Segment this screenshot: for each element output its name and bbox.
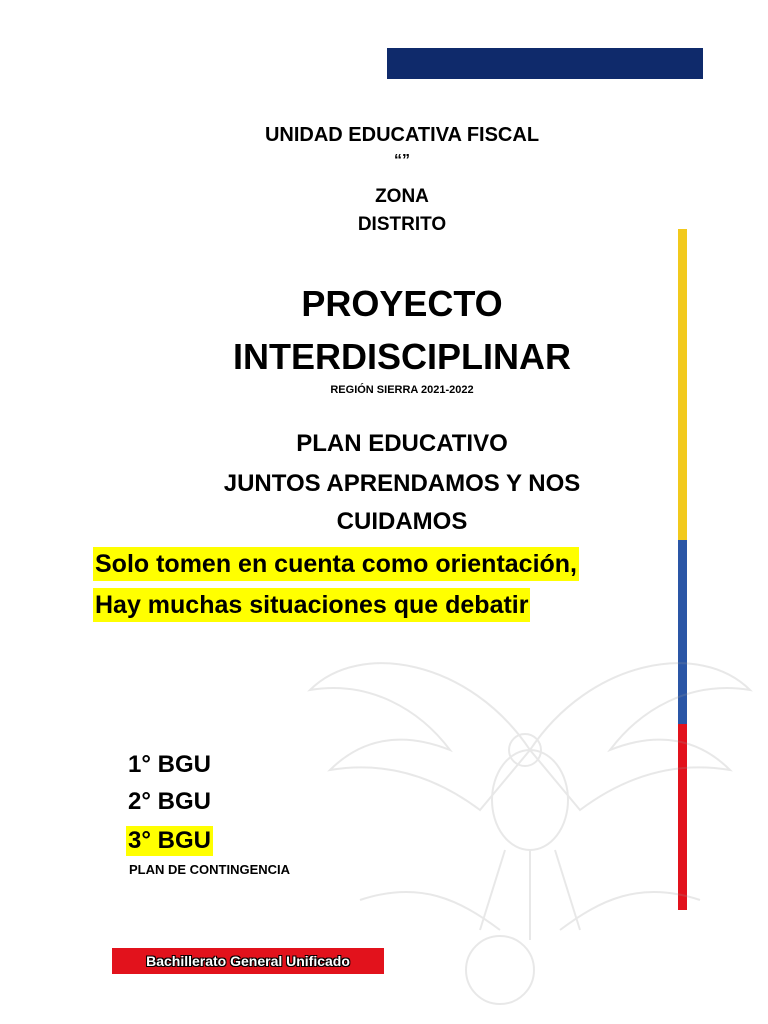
top-accent-bar: [387, 48, 703, 79]
highlight-note-line1: Solo tomen en cuenta como orientación,: [93, 547, 579, 581]
plan-line1: PLAN EDUCATIVO: [296, 430, 508, 457]
region-label: REGIÓN SIERRA 2021-2022: [330, 384, 474, 396]
project-title-line1: PROYECTO: [301, 283, 503, 324]
zona-label: ZONA: [375, 186, 429, 207]
school-name-quotes: “”: [394, 152, 410, 169]
grade-item: 2° BGU: [128, 788, 211, 815]
contingency-label: PLAN DE CONTINGENCIA: [129, 862, 291, 877]
school-heading: UNIDAD EDUCATIVA FISCAL: [264, 124, 540, 146]
grade-item: 1° BGU: [128, 751, 211, 778]
footer-program-label: Bachillerato General Unificado: [112, 948, 384, 974]
project-title-line2: INTERDISCIPLINAR: [232, 336, 571, 377]
plan-line2: JUNTOS APRENDAMOS Y NOS: [223, 470, 581, 497]
highlight-note-line2: Hay muchas situaciones que debatir: [93, 588, 530, 622]
grade-item-highlighted: 3° BGU: [128, 827, 211, 854]
distrito-label: DISTRITO: [357, 214, 447, 235]
plan-line3: CUIDAMOS: [336, 508, 468, 535]
